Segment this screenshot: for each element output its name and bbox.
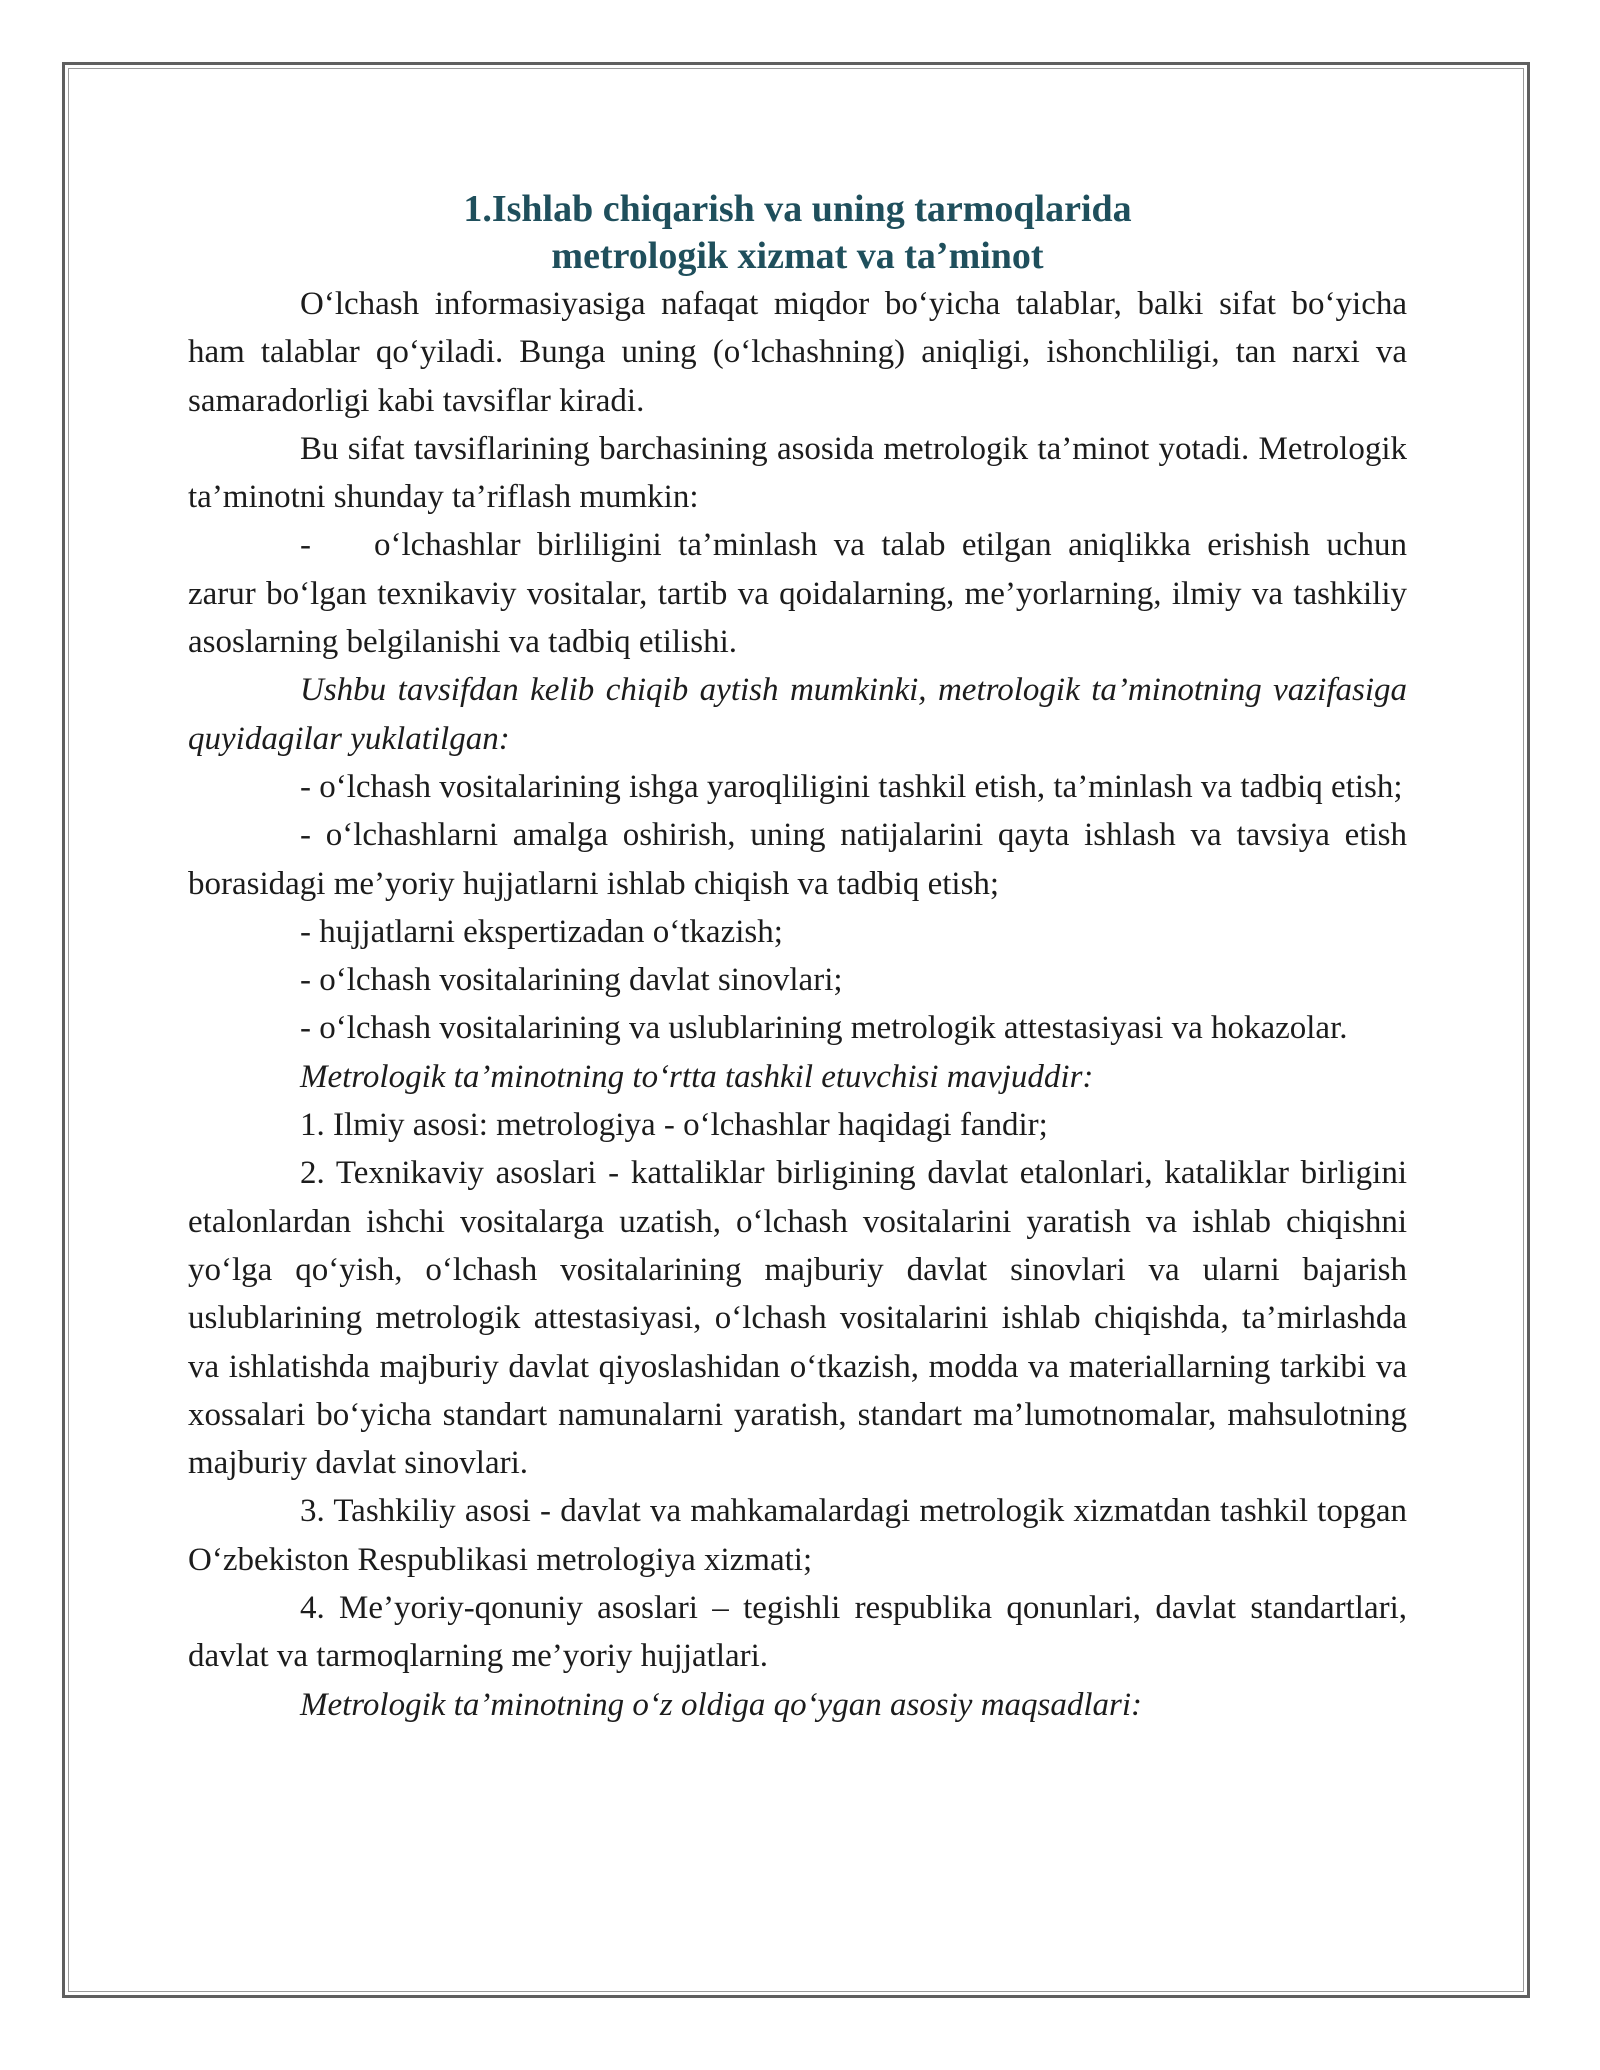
paragraph-4: Ushbu tavsifdan kelib chiqib aytish mumkinki, metrologik ta’minotning vazifasiga quyidagilar yuklatilgan: [188, 672, 1407, 757]
paragraph-2: Bu sifat tavsiflarining barchasining asosida metrologik ta’minot yotadi. Metrologik ta’minotni shunday ta’riflash mumkin: [188, 430, 1407, 516]
numbered-item-1: 1. Ilmiy asosi: metrologiya - o‘lchashlar haqidagi fandir; [300, 1107, 1048, 1144]
paragraph-goals-heading: Metrologik ta’minotning o‘z oldiga qo‘ygan asosiy maqsadlari: [300, 1686, 1143, 1723]
numbered-item-2: 2. Texnikaviy asoslari - kattaliklar birligining davlat etalonlari, kataliklar birligini etalonlardan ishchi vositalarga uzatish, o‘lchash vositalarini yaratish va ishlab chiqishni yo‘lga qo‘yish, o‘lchash vositalarining majburiy davlat sinovlari va ularni bajarish uslublarining metrologik attestasiyasi, o‘lchash vositalarini ishlab chiqishda, ta’mirlashda va ishlatishda majburiy davlat qiyoslashidan o‘tkazish, modda va materiallarning tarkibi va xossalari bo‘yicha standart namunalarni yaratish, standart ma’lumotnomalar, mahsulotning majburiy davlat sinovlari. [188, 1155, 1407, 1482]
list-item-3: - hujjatlarni ekspertizadan o‘tkazish; [300, 913, 783, 950]
title-line-1 [188, 186, 1407, 233]
paragraph-components-heading: Metrologik ta’minotning to‘rtta tashkil etuvchisi mavjuddir: [300, 1058, 1094, 1095]
list-item-5: - o‘lchash vositalarining va uslublarining metrologik attestasiyasi va hokazolar. [300, 1010, 1348, 1047]
list-dash: - [300, 527, 311, 564]
numbered-item-4: 4. Me’yoriy-qonuniy asoslari – tegishli respublika qonunlari, davlat standartlari, davlat va tarmoqlarning me’yoriy hujjatlari. [188, 1590, 1407, 1675]
title-line-1-text: .Ishlab chiqarish va uning tarmoqlarida [482, 188, 1132, 230]
paragraph-3-text: o‘lchashlar birliligini ta’minlash va talab etilgan aniqlikka erishish uchun zarur bo‘lgan texnikaviy vositalar, tartib va qoidalarning, me’yorlarning, ilmiy va tashkiliy asoslarning belgilanishi va tadbiq etilishi. [188, 527, 1407, 661]
title-number: 1 [463, 188, 483, 230]
paragraph-3 [188, 521, 1407, 666]
title-line-2: metrologik xizmat va ta’minot [551, 235, 1044, 277]
list-item-4: - o‘lchash vositalarining davlat sinovlari; [300, 962, 843, 999]
numbered-item-3: 3. Tashkiliy asosi - davlat va mahkamalardagi metrologik xizmatdan tashkil topgan O‘zbekiston Respublikasi metrologiya xizmati; [188, 1493, 1407, 1578]
list-item-1: - o‘lchash vositalarining ishga yaroqliligini tashkil etish, ta’minlash va tadbiq etish; [300, 768, 1403, 805]
document-body [188, 186, 1407, 1729]
page-title [188, 186, 1407, 280]
list-item-2: - o‘lchashlarni amalga oshirish, uning natijalarini qayta ishlash va tavsiya etish borasidagi me’yoriy hujjatlarni ishlab chiqish va tadbiq etish; [188, 817, 1407, 902]
paragraph-1: O‘lchash informasiyasiga nafaqat miqdor bo‘yicha talablar, balki sifat bo‘yicha ham talablar qo‘yiladi. Bunga uning (o‘lchashning) aniqligi, ishonchliligi, tan narxi va samaradorligi kabi tavsiflar kiradi. [188, 286, 1407, 419]
